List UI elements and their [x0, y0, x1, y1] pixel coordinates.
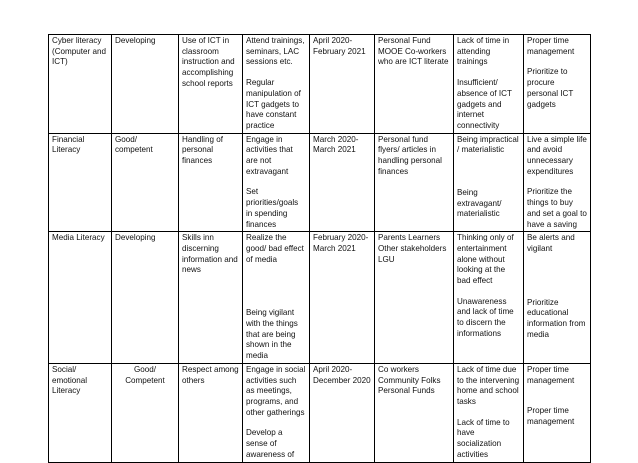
timeline-cell: April 2020- February 2021	[310, 35, 375, 134]
constraints-cell: Lack of time in attending trainings Insufficient/ absence of ICT gadgets and internet connectivity	[454, 35, 524, 134]
timeline-cell: March 2020- March 2021	[310, 133, 375, 232]
solutions-cell: Live a simple life and avoid unnecessary expenditures Prioritize the things to buy and set a goal to have a saving	[524, 133, 591, 232]
area-cell: Social/ emotional Literacy	[49, 363, 112, 462]
strategies-cell: Engage in social activities such as meetings, programs, and other gatherings Develop a sense of awareness of	[243, 363, 310, 462]
timeline-cell: April 2020- December 2020	[310, 363, 375, 462]
timeline-cell: February 2020- March 2021	[310, 232, 375, 364]
constraints-cell: Thinking only of entertainment alone without looking at the bad effect Unawareness and lack of time to discern the informations	[454, 232, 524, 364]
table-row	[49, 35, 591, 134]
resources-cell: Parents Learners Other stakeholders LGU	[375, 232, 454, 364]
level-cell: Developing	[112, 232, 179, 364]
level-cell: Developing	[112, 35, 179, 134]
level-cell: Good/ competent	[112, 133, 179, 232]
objective-cell: Handling of personal finances	[179, 133, 243, 232]
objective-cell: Skills inn discerning information and news	[179, 232, 243, 364]
area-cell: Media Literacy	[49, 232, 112, 364]
area-cell: Financial Literacy	[49, 133, 112, 232]
strategies-cell: Attend trainings, seminars, LAC sessions etc. Regular manipulation of ICT gadgets to have constant practice	[243, 35, 310, 134]
constraints-cell: Being impractical / materialistic Being extravagant/ materialistic	[454, 133, 524, 232]
resources-cell: Co workers Community Folks Personal Funds	[375, 363, 454, 462]
solutions-cell: Proper time management Prioritize to procure personal ICT gadgets	[524, 35, 591, 134]
strategies-cell: Engage in activities that are not extravagant Set priorities/goals in spending finances	[243, 133, 310, 232]
area-cell: Cyber literacy (Computer and ICT)	[49, 35, 112, 134]
table-row	[49, 232, 591, 364]
table-row	[49, 363, 591, 462]
objective-cell: Use of ICT in classroom instruction and accomplishing school reports	[179, 35, 243, 134]
solutions-cell: Be alerts and vigilant Prioritize educational information from media	[524, 232, 591, 364]
constraints-cell: Lack of time due to the intervening home and school tasks Lack of time to have socialization activities	[454, 363, 524, 462]
development-plan-table	[48, 34, 591, 463]
resources-cell: Personal fund flyers/ articles in handling personal finances	[375, 133, 454, 232]
level-cell: Good/ Competent	[112, 363, 179, 462]
objective-cell: Respect among others	[179, 363, 243, 462]
resources-cell: Personal Fund MOOE Co-workers who are ICT literate	[375, 35, 454, 134]
table-row	[49, 133, 591, 232]
strategies-cell: Realize the good/ bad effect of media Being vigilant with the things that are being shown in the media	[243, 232, 310, 364]
solutions-cell: Proper time management Proper time management	[524, 363, 591, 462]
